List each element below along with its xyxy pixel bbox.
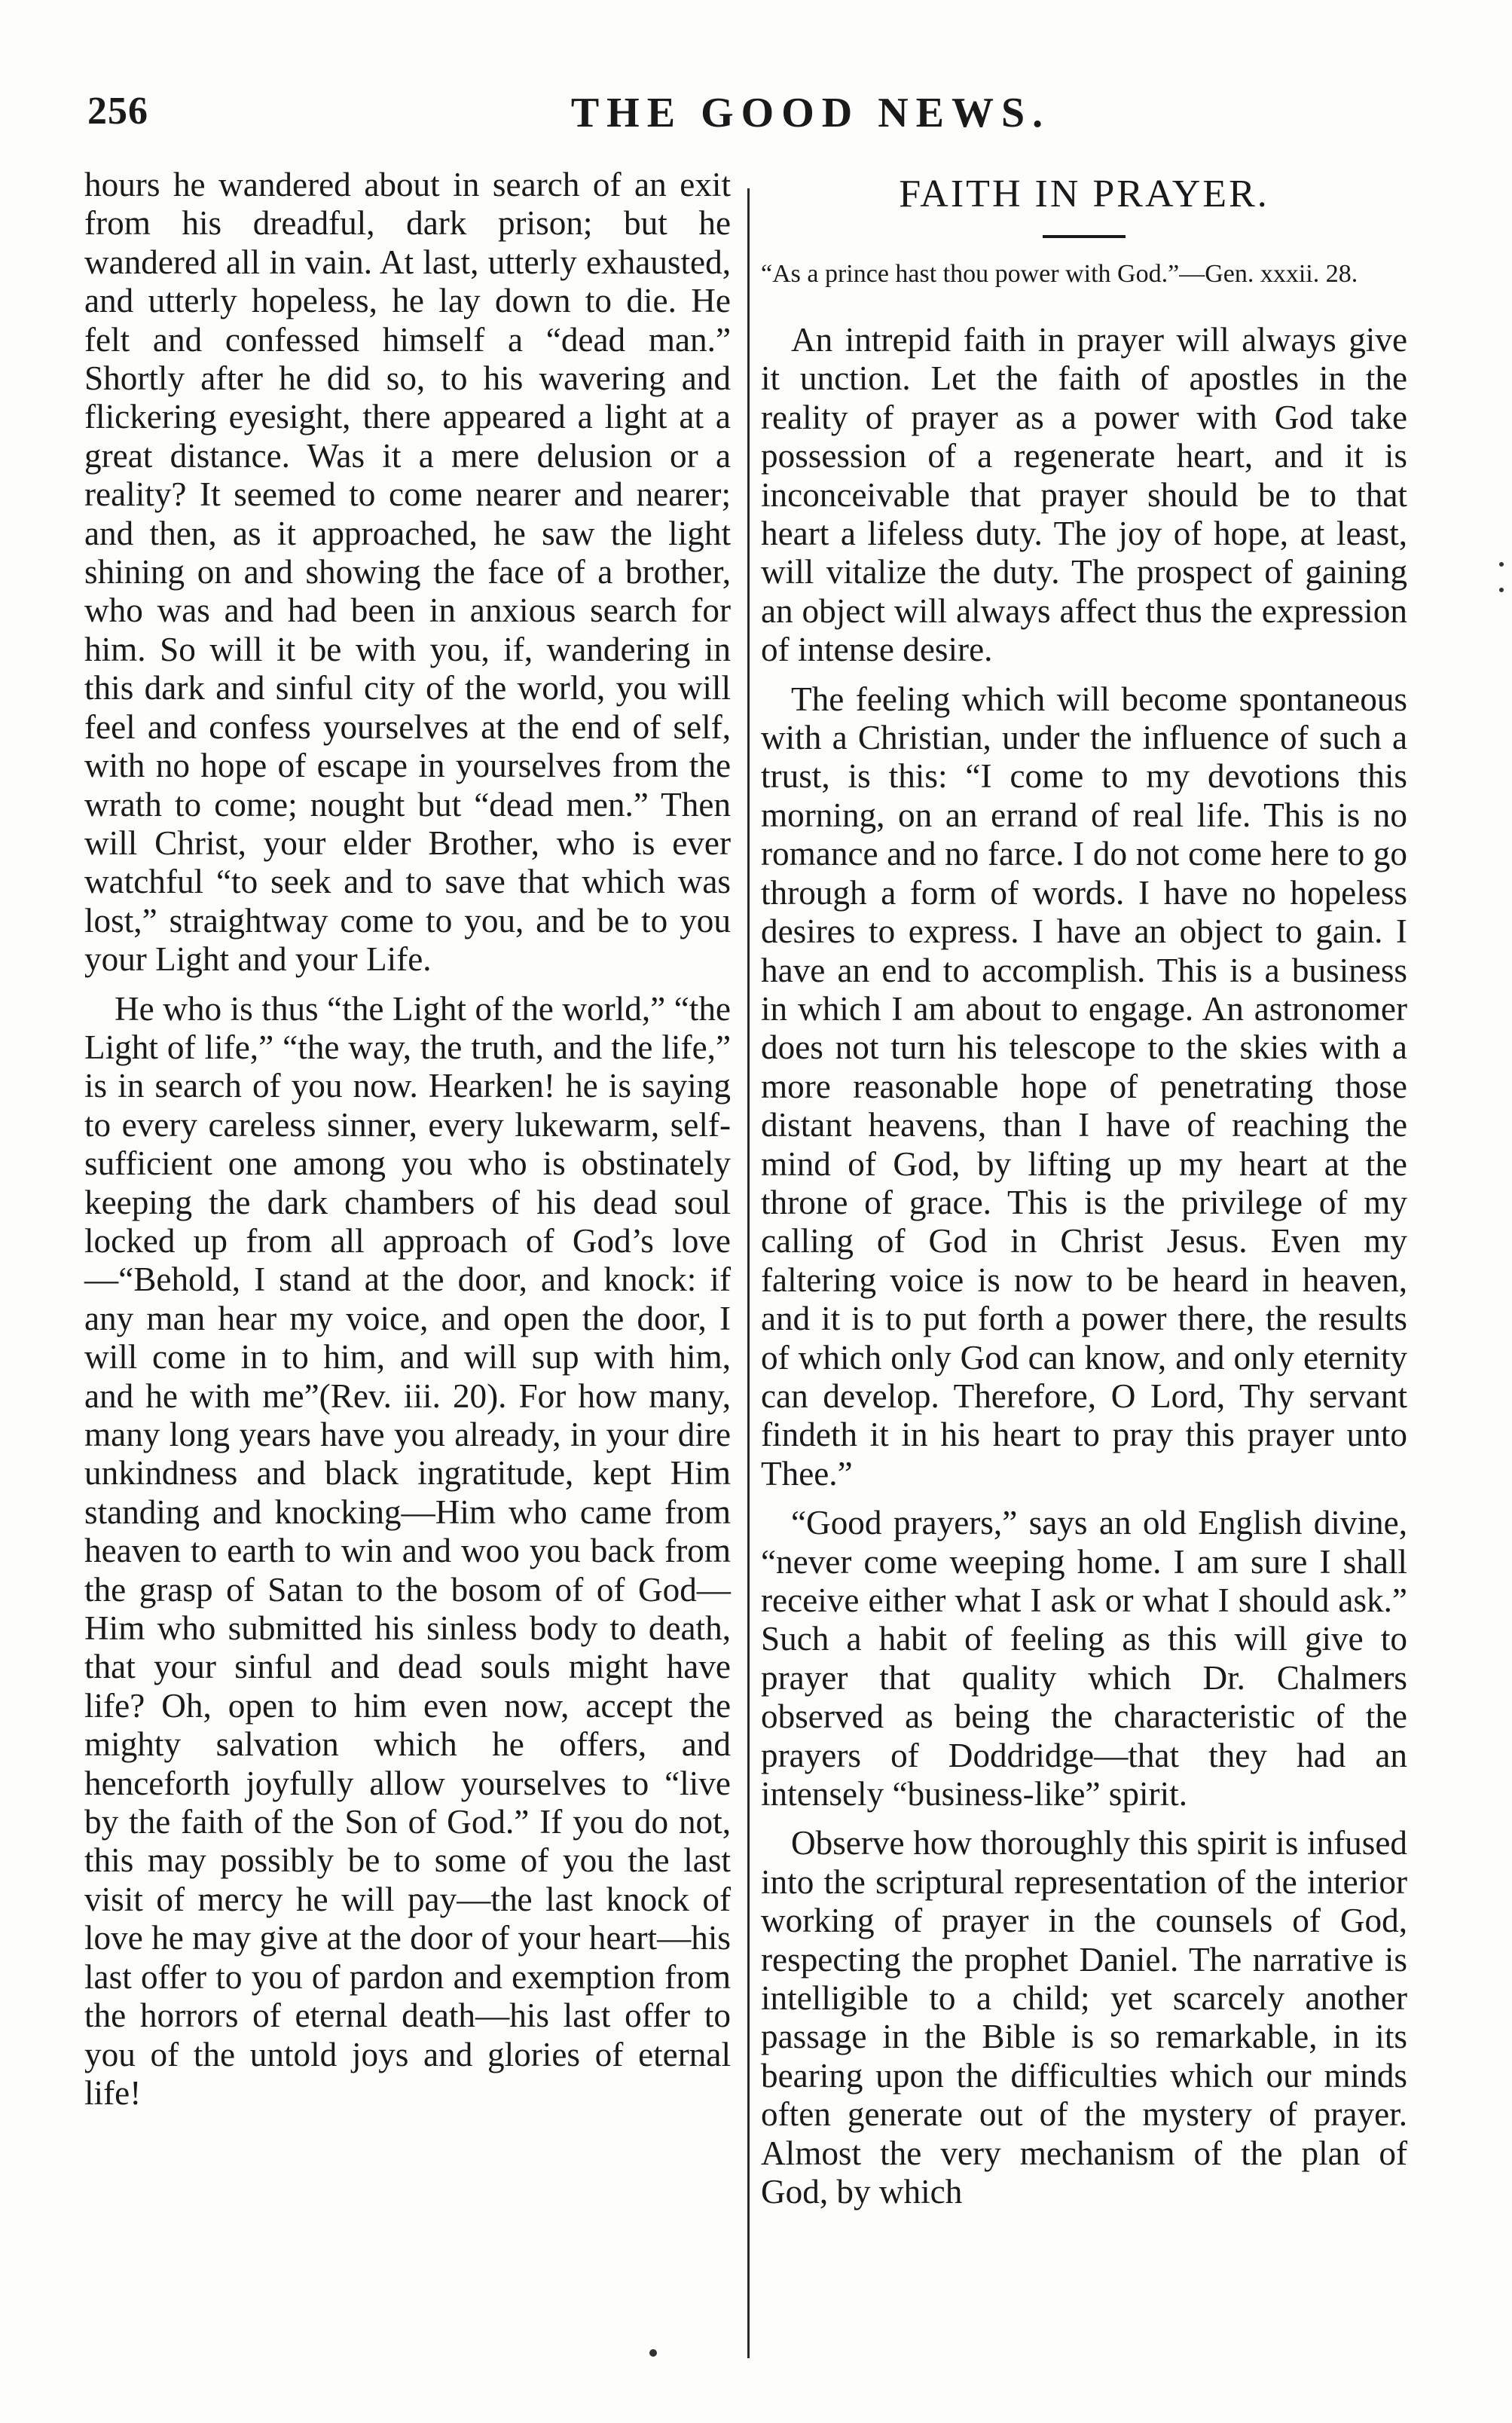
left-column [84, 166, 731, 2113]
page-number: 256 [87, 90, 148, 133]
title-rule [1043, 235, 1126, 238]
print-speck [1499, 562, 1504, 567]
right-paragraph-1: An intrepid faith in prayer will always give it unction. Let the faith of apostles in the reality of prayer as a power with God take possession of a regenerate heart, and it is inconceivable that prayer should be to that heart a lifeless duty. The joy of hope, at least, will vitalize the duty. The prospect of gaining an object will always affect thus the expression of intense desire. [761, 321, 1407, 669]
left-paragraph-1: hours he wandered about in search of an exit from his dreadful, dark prison; but he wandered all in vain. At last, utterly exhausted, and utterly hopeless, he lay down to die. He felt and confessed himself a “dead man.” Shortly after he did so, to his wavering and flickering eyesight, there appeared a light at a great distance. Was it a mere delusion or a reality? It seemed to come nearer and nearer; and then, as it approached, he saw the light shining on and showing the face of a brother, who was and had been in anxious search for him. So will it be with you, if, wandering in this dark and sinful city of the world, you will feel and confess yourselves at the end of self, with no hope of escape in yourselves from the wrath to come; nought but “dead men.” Then will Christ, your elder Brother, who is ever watchful “to seek and to save that which was lost,” straightway come to you, and be to you your Light and your Life. [84, 166, 731, 979]
left-paragraph-2: He who is thus “the Light of the world,” “the Light of life,” “the way, the truth, and the life,” is in search of you now. Hearken! he is saying to every careless sinner, every lukewarm, self-sufficient one among you who is obstinately keeping the dark chambers of his dead soul locked up from all approach of God’s love—“Behold, I stand at the door, and knock: if any man hear my voice, and open the door, I will come in to him, and will sup with him, and he with me”(Rev. iii. 20). For how many, many long years have you already, in your dire unkindness and black ingratitude, kept Him standing and knocking—Him who came from heaven to earth to win and woo you back from the grasp of Satan to the bosom of of God—Him who submitted his sinless body to death, that your sinful and dead souls might have life? Oh, open to him even now, accept the mighty salvation which he offers, and henceforth joyfully allow yourselves to “live by the faith of the Son of God.” If you do not, this may possibly be to some of you the last visit of mercy he will pay—the last knock of love he may give at the door of your heart—his last offer to you of pardon and exemption from the horrors of eternal death—his last offer to you of the untold joys and glories of eternal life! [84, 989, 731, 2112]
right-column [761, 166, 1407, 2212]
epigraph: “As a prince hast thou power with God.”—Gen. xxxii. 28. [761, 260, 1358, 288]
column-divider [747, 188, 750, 2358]
article-title: FAITH IN PRAYER. [899, 173, 1269, 215]
print-speck [1499, 588, 1504, 592]
print-speck [649, 2349, 657, 2357]
right-paragraph-2: The feeling which will become spontaneous with a Christian, under the influence of such a trust, is this: “I come to my devotions this morning, on an errand of real life. This is no romance and no farce. I do not come here to go through a form of words. I have no hopeless desires to express. I have an object to gain. I have an end to accomplish. This is a business in which I am about to engage. An astronomer does not turn his telescope to the skies with a more reasonable hope of penetrating those distant heavens, than I have of reaching the mind of God, by lifting up my heart at the throne of grace. This is the privilege of my calling of God in Christ Jesus. Even my faltering voice is now to be heard in heaven, and it is to put forth a power there, the results of which only God can know, and only eternity can develop. Therefore, O Lord, Thy servant findeth it in his heart to pray this prayer unto Thee.” [761, 680, 1407, 1493]
running-head [87, 89, 1443, 143]
journal-title: THE GOOD NEWS. [570, 90, 1051, 136]
right-paragraph-4: Observe how thoroughly this spirit is infused into the scriptural representation of the interior working of prayer in the counsels of God, respecting the prophet Daniel. The narrative is intelligible to a child; yet scarcely another passage in the Bible is so remarkable, in its bearing upon the difficulties which our minds often generate out of the mystery of prayer. Almost the very mechanism of the plan of God, by which [761, 1824, 1407, 2211]
right-paragraph-3: “Good prayers,” says an old English divine, “never come weeping home. I am sure I shall receive either what I ask or what I should ask.” Such a habit of feeling as this will give to prayer that quality which Dr. Chalmers observed as being the characteristic of the prayers of Doddridge—that they had an intensely “business-like” spirit. [761, 1504, 1407, 1813]
